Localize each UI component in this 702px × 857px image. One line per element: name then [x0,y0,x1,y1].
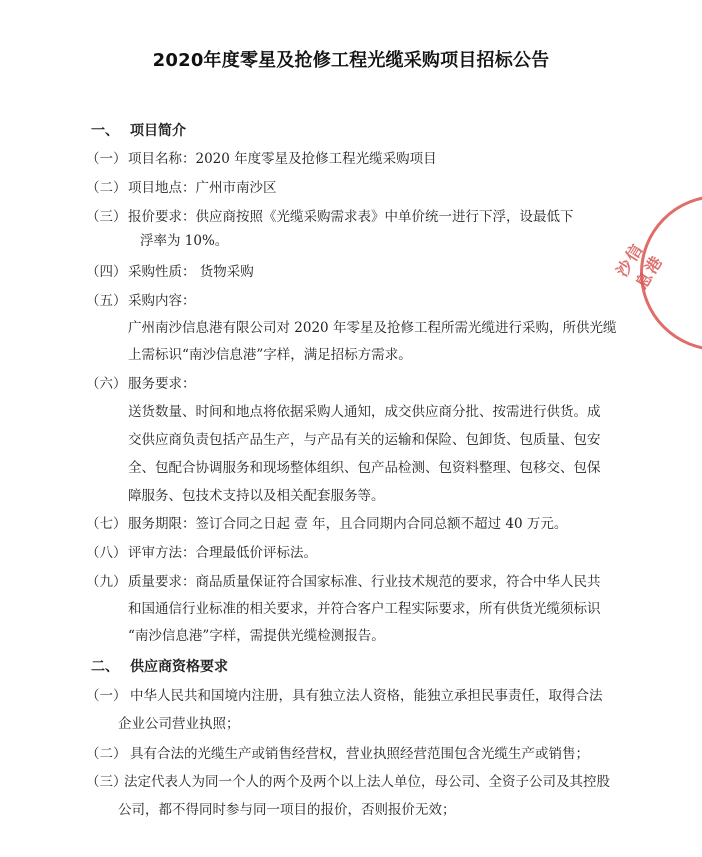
item-line: 障服务、包技术支持以及相关配套服务等。 [128,488,385,504]
page-title: 2020年度零星及抢修工程光缆采购项目招标公告 [152,50,550,71]
item-line: 全、包配合协调服务和现场整体组织、包产品检测、包资料整理、包移交、包保 [128,460,601,476]
item-line: 中华人民共和国境内注册，具有独立法人资格，能独立承担民事责任，取得合法 [130,688,603,704]
item-number: （一） [86,688,127,704]
item-line: 质量要求：商品质量保证符合国家标准、行业技术规范的要求，符合中华人民共 [128,574,601,590]
item-number: （一） [86,151,127,167]
item-line: 服务要求： [128,376,196,392]
item-line: 上需标识“南沙信息港”字样，满足招标方需求。 [128,347,412,363]
item-number: （九） [86,574,127,590]
section-1-number: 一、 [91,123,119,139]
item-number: （七） [86,516,127,532]
item-number: （四） [86,264,127,280]
item-number: （三） [86,209,127,225]
item-number: （二） [86,180,127,196]
item-number: （五） [86,293,127,309]
item-line: 公司，都不得同时参与同一项目的报价，否则报价无效； [118,802,456,818]
item-number: （六） [86,376,127,392]
item-line: 交供应商负责包括产品生产，与产品有关的运输和保险、包卸货、包质量、包安 [128,432,601,448]
section-2-number: 二、 [91,659,119,675]
item-line: “南沙信息港”字样，需提供光缆检测报告。 [128,628,385,644]
item-line: 项目地点：广州市南沙区 [128,180,277,196]
item-line: 企业公司营业执照； [118,716,240,732]
section-1-heading: 项目简介 [130,123,186,139]
item-line: 采购内容： [128,293,196,309]
section-2-heading: 供应商资格要求 [130,659,228,675]
item-number: （八） [86,545,127,561]
item-line: 服务期限：签订合同之日起 壹 年，且合同期内合同总额不超过 40 万元。 [128,516,568,532]
item-line: 项目名称：2020 年度零星及抢修工程光缆采购项目 [128,151,437,167]
item-line: 浮率为 10%。 [140,233,229,249]
seal-text: 沙信息港 [612,239,667,293]
item-line: 评审方法：合理最低价评标法。 [128,545,317,561]
item-number: （二） [86,746,127,762]
item-line: 采购性质： 货物采购 [128,264,254,280]
item-line: 具有合法的光缆生产或销售经营权，营业执照经营范围包含光缆生产或销售； [130,746,589,762]
item-line: 广州南沙信息港有限公司对 2020 年零星及抢修工程所需光缆进行采购，所供光缆 [128,320,617,336]
item-line: 和国通信行业标准的相关要求，并符合客户工程实际要求，所有供货光缆须标识 [128,601,601,617]
item-line: 法定代表人为同一个人的两个及两个以上法人单位，母公司、全资子公司及其控股 [124,774,610,790]
item-line: 送货数量、时间和地点将依据采购人通知，成交供应商分批、按需进行供货。成 [128,404,601,420]
item-number: （三） [86,774,127,790]
item-line: 报价要求：供应商按照《光缆采购需求表》中单价统一进行下浮，设最低下 [128,209,574,225]
